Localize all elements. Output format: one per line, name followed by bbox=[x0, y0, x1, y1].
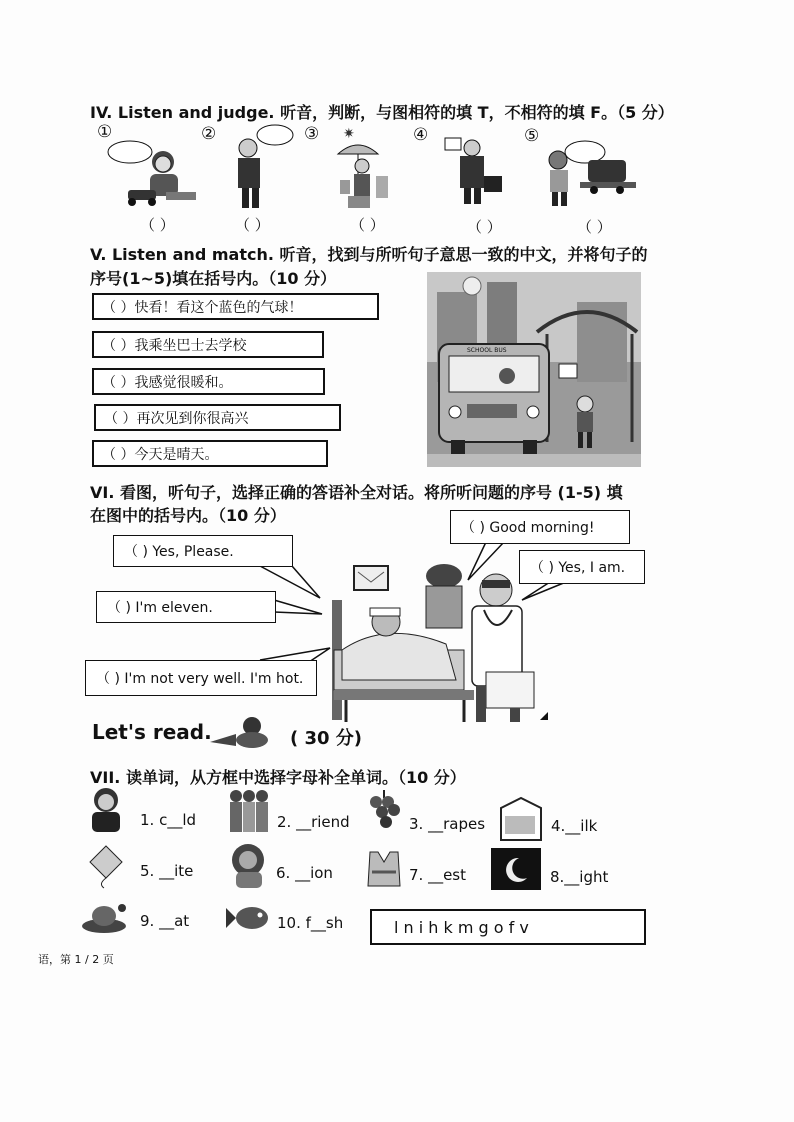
bubble-eleven[interactable]: （ ) I'm eleven. bbox=[96, 591, 276, 623]
word-4: 4.__ilk bbox=[551, 817, 598, 835]
word-1: 1. c__ld bbox=[140, 811, 197, 829]
word-7: 7. __est bbox=[409, 866, 467, 884]
lets-read-title: Let's read. bbox=[92, 720, 212, 744]
word-8: 8.__ight bbox=[550, 868, 609, 886]
word-2: 2. __riend bbox=[277, 813, 350, 831]
section7-title: VII. 读单词，从方框中选择字母补全单词。（10 分） bbox=[90, 768, 466, 787]
word-9: 9. __at bbox=[140, 912, 190, 930]
match-item-5[interactable]: （ ）今天是晴天。 bbox=[92, 440, 328, 467]
section6-title-line2: 在图中的括号内。（10 分） bbox=[90, 506, 286, 525]
bubble-good-morning[interactable]: （ ) Good morning! bbox=[450, 510, 630, 544]
answer-3[interactable]: （ ） bbox=[350, 216, 385, 234]
milk-carton-icon bbox=[495, 796, 547, 842]
bubble-not-well[interactable]: （ ) I'm not very well. I'm hot. bbox=[85, 660, 317, 696]
friends-icon bbox=[226, 788, 272, 834]
cold-boy-icon bbox=[86, 786, 126, 834]
item1-number: ① bbox=[97, 122, 113, 142]
fish-icon bbox=[224, 900, 272, 938]
match-item-3[interactable]: （ ）我感觉很暖和。 bbox=[92, 368, 325, 395]
vest-icon bbox=[364, 848, 404, 890]
page-footer: 语，第 1 / 2 页 bbox=[38, 953, 114, 966]
answer-1[interactable]: （ ） bbox=[140, 216, 175, 234]
section4-title: IV. Listen and judge. 听音，判断，与图相符的填 T，不相符的填 F。（5 分） bbox=[90, 103, 674, 122]
match-item-1[interactable]: （ ）快看！看这个蓝色的气球！ bbox=[92, 293, 379, 320]
word-5: 5. __ite bbox=[140, 862, 194, 880]
item5-number: ⑤ bbox=[524, 126, 540, 146]
word-10: 10. f__sh bbox=[277, 914, 344, 932]
hat-icon bbox=[80, 900, 136, 936]
word-6: 6. __ion bbox=[276, 864, 333, 882]
section5-title-line2: 序号(1~5)填在括号内。（10 分） bbox=[90, 269, 337, 288]
lets-read-score: ( 30 分) bbox=[290, 728, 363, 749]
lion-icon bbox=[222, 842, 274, 892]
hospital-scene-picture bbox=[326, 560, 548, 730]
bubble-yes-i-am[interactable]: （ ) Yes, I am. bbox=[519, 550, 645, 584]
grapes-icon bbox=[364, 788, 404, 834]
item2-number: ② bbox=[201, 124, 217, 144]
item3-number: ③ bbox=[304, 124, 320, 144]
bubble-yes-please[interactable]: （ ) Yes, Please. bbox=[113, 535, 293, 567]
kite-icon bbox=[84, 844, 128, 890]
item4-number: ④ bbox=[413, 125, 429, 145]
section5-title-line1: V. Listen and match. 听音，找到与所听句子意思一致的中文，并将句子的 bbox=[90, 245, 648, 264]
bus-sign: SCHOOL BUS bbox=[467, 347, 507, 354]
answer-4[interactable]: （ ） bbox=[467, 218, 502, 236]
match-item-4[interactable]: （ ）再次见到你很高兴 bbox=[94, 404, 341, 431]
match-item-2[interactable]: （ ）我乘坐巴士去学校 bbox=[92, 331, 324, 358]
reading-boy-icon bbox=[206, 716, 276, 750]
letter-bank: l n i h k m g o f v bbox=[370, 909, 646, 945]
answer-2[interactable]: （ ） bbox=[235, 216, 270, 234]
svg-text:✷: ✷ bbox=[343, 126, 355, 142]
night-moon-icon bbox=[491, 848, 541, 890]
answer-5[interactable]: （ ） bbox=[577, 218, 612, 236]
word-3: 3. __rapes bbox=[409, 815, 486, 833]
section6-title-line1: VI. 看图，听句子，选择正确的答语补全对话。将所听问题的序号 (1-5) 填 bbox=[90, 483, 623, 502]
